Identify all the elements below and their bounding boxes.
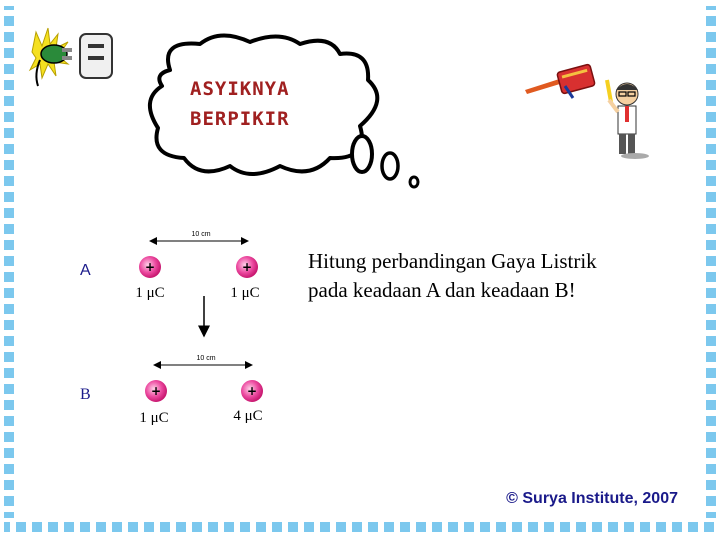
question-text bbox=[308, 247, 688, 305]
charge-b1-value: 1 μC bbox=[139, 410, 169, 426]
charge-a2-value: 1 μC bbox=[230, 285, 260, 301]
student-thinking-icon bbox=[515, 60, 655, 160]
distance-label-a: 10 cm bbox=[191, 231, 211, 238]
thought-line-2: BERPIKIR bbox=[190, 108, 290, 130]
label-b: B bbox=[80, 386, 91, 403]
charges-diagram bbox=[120, 220, 300, 440]
charge-a1-sign: + bbox=[144, 260, 156, 274]
charge-b1-sign: + bbox=[150, 384, 162, 398]
charge-b2-value: 4 μC bbox=[233, 408, 263, 424]
question-line-1: Hitung perbandingan Gaya Listrik bbox=[308, 249, 597, 273]
plug-socket-icon bbox=[28, 24, 118, 94]
label-a: A bbox=[80, 262, 91, 279]
thought-bubble bbox=[140, 30, 440, 200]
thought-text bbox=[190, 74, 290, 134]
charge-a2-sign: + bbox=[241, 260, 253, 274]
copyright-text: © Surya Institute, 2007 bbox=[506, 490, 678, 507]
charge-a1-value: 1 μC bbox=[135, 285, 165, 301]
question-line-2: pada keadaan A dan keadaan B! bbox=[308, 278, 576, 302]
charge-b2-sign: + bbox=[246, 384, 258, 398]
distance-label-b: 10 cm bbox=[196, 355, 216, 362]
thought-line-1: ASYIKNYA bbox=[190, 78, 290, 100]
